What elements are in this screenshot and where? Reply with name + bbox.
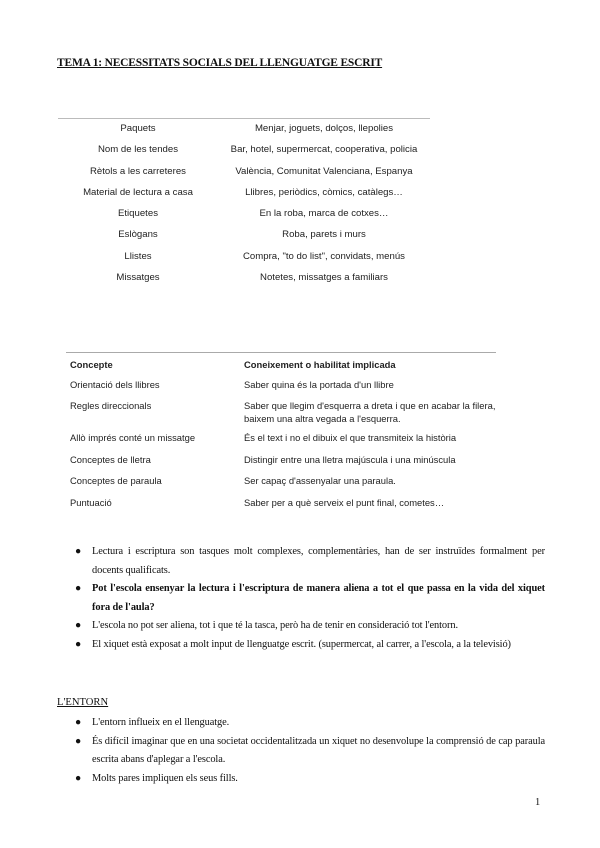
list-item-text: Lectura i escriptura son tasques molt complexes, complementàries, han de ser instruïdes formalment per docents qualificats.	[92, 546, 545, 576]
table-row	[58, 204, 430, 225]
bullet-icon: ●	[75, 638, 82, 650]
list-item	[75, 580, 545, 617]
list-item-text: Pot l'escola ensenyar la lectura i l'escriptura de manera aliena a tot el que passa en la vida del xiquet fora de l'aula?	[92, 583, 545, 613]
table-cell-examples: Compra, "to do list", convidats, menús	[243, 250, 405, 262]
table-cell-skill: Distingir entre una lletra majúscula i una minúscula	[244, 454, 456, 465]
table-row	[58, 183, 430, 204]
bullet-list-main	[75, 543, 545, 655]
list-item-text: L'entorn influeix en el llenguatge.	[92, 717, 230, 728]
page-number: 1	[535, 797, 541, 808]
reading-materials-table	[58, 118, 430, 289]
table-cell-skill: Saber que llegim d'esquerra a dreta i que en acabar la filera, baixem una altra vegada a l'esquerra.	[244, 400, 496, 424]
table-row	[58, 140, 430, 161]
table-cell-concept: Conceptes de paraula	[70, 475, 162, 486]
bullet-icon: ●	[75, 735, 82, 747]
table-row	[58, 162, 430, 183]
bullet-list-environment	[75, 714, 545, 788]
table-cell-item: Eslògans	[118, 229, 158, 241]
list-item	[75, 770, 545, 789]
bullet-icon: ●	[75, 546, 82, 557]
bullet-icon: ●	[75, 583, 82, 595]
table-row	[66, 497, 496, 517]
table-cell-concept: Puntuació	[70, 497, 112, 508]
table-cell-concept: Orientació dels llibres	[70, 379, 160, 390]
concepts-table	[66, 352, 496, 517]
bullet-icon: ●	[75, 620, 82, 632]
table-top-rule	[66, 352, 496, 353]
list-item	[75, 543, 545, 580]
table-cell-item: Paquets	[120, 123, 156, 134]
table-row	[66, 454, 496, 475]
list-item-text: L'escola no pot ser aliena, tot i que té la tasca, però ha de tenir en consideració tot l'entorn.	[92, 620, 458, 632]
table-cell-item: Nom de les tendes	[98, 144, 178, 156]
table-cell-skill: Saber per a què serveix el punt final, cometes…	[244, 497, 445, 508]
table-cell-skill: És el text i no el dibuix el que transmiteix la història	[244, 432, 457, 443]
table-cell-examples: Notetes, missatges a familiars	[260, 272, 388, 284]
table-header-row	[66, 359, 496, 379]
table-cell-examples: En la roba, marca de cotxes…	[259, 208, 389, 220]
table-row	[58, 119, 430, 140]
table-cell-examples: Roba, parets i murs	[282, 229, 366, 241]
table-cell-examples: Bar, hotel, supermercat, cooperativa, policia	[230, 144, 418, 156]
table-row	[66, 432, 496, 454]
table-cell-item: Missatges	[116, 272, 160, 284]
table-cell-skill: Saber quina és la portada d'un llibre	[244, 379, 394, 390]
section-heading: L'ENTORN	[57, 697, 109, 708]
list-item	[75, 617, 545, 636]
table-cell-skill: Ser capaç d'assenyalar una paraula.	[244, 475, 396, 486]
table-cell-concept: Conceptes de lletra	[70, 454, 151, 465]
list-item-text: El xiquet està exposat a molt input de llenguatge escrit. (supermercat, al carrer, a l'escola, a la televisió)	[92, 638, 511, 650]
bullet-icon: ●	[75, 717, 82, 728]
list-item-text: Molts pares impliquen els seus fills.	[92, 772, 238, 784]
table-cell-item: Rètols a les carreteres	[90, 165, 186, 177]
table-row	[66, 475, 496, 497]
table-cell-examples: Menjar, joguets, dolços, llepolies	[254, 123, 394, 134]
table-cell-concept: Regles direccionals	[70, 400, 152, 411]
table-row	[66, 400, 496, 432]
column-header-skill: Coneixement o habilitat implicada	[244, 359, 396, 370]
table-cell-item: Llistes	[124, 250, 152, 262]
table-cell-item: Material de lectura a casa	[83, 186, 193, 198]
column-header-concept: Concepte	[70, 359, 113, 370]
list-item-text: És difícil imaginar que en una societat occidentalitzada un xiquet no desenvolupe la comprensió de cap paraula escrita abans d'aplegar a l'escola.	[92, 735, 545, 766]
table-row	[58, 247, 430, 268]
table-row	[58, 268, 430, 289]
table-cell-examples: Llibres, periòdics, còmics, catàlegs…	[245, 186, 403, 198]
list-item	[75, 733, 545, 770]
bullet-icon: ●	[75, 772, 82, 784]
list-item	[75, 714, 545, 733]
page-title: TEMA 1: NECESSITATS SOCIALS DEL LLENGUATGE ESCRIT	[57, 57, 383, 69]
table-cell-concept: Allò imprés conté un missatge	[70, 432, 196, 443]
table-row	[66, 379, 496, 400]
table-cell-item: Etiquetes	[117, 208, 158, 220]
table-row	[58, 225, 430, 246]
list-item	[75, 636, 545, 655]
table-cell-examples: València, Comunitat Valenciana, Espanya	[235, 165, 413, 177]
